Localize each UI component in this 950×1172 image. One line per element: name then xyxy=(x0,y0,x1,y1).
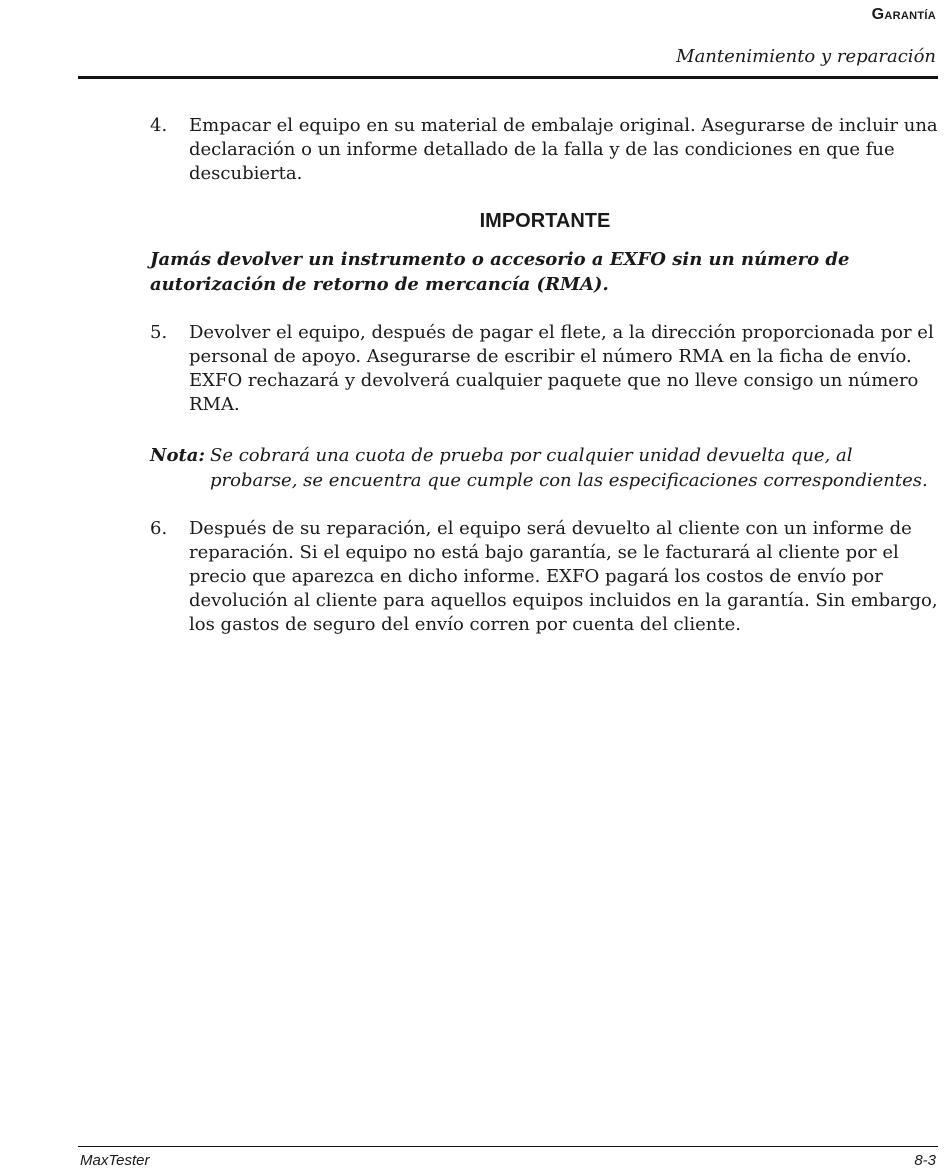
footer-divider xyxy=(78,1146,938,1147)
header-divider xyxy=(78,76,938,79)
running-header-chapter: Garantía xyxy=(871,6,936,23)
step-6 xyxy=(150,517,940,637)
step-4 xyxy=(150,114,940,186)
running-header-section: Mantenimiento y reparación xyxy=(676,46,936,67)
note-label: Nota: xyxy=(150,445,206,466)
footer-page-number: 8-3 xyxy=(914,1152,936,1169)
step-number: 5. xyxy=(150,322,168,343)
step-text: Empacar el equipo en su material de embalaje original. Asegurarse de incluir una declaración o un informe detallado de la falla y de las condiciones en que fue descubierta. xyxy=(189,115,938,184)
step-5 xyxy=(150,321,940,417)
note-block xyxy=(150,443,940,493)
note-text-line-1: Se cobrará una cuota de prueba por cualquier unidad devuelta que, al xyxy=(210,445,853,466)
important-heading: IMPORTANTE xyxy=(479,210,611,232)
note-text-line-2: probarse, se encuentra que cumple con las especificaciones correspondientes. xyxy=(210,470,928,491)
footer-product-name: MaxTester xyxy=(80,1152,150,1169)
step-text: Después de su reparación, el equipo será devuelto al cliente con un informe de reparación. Si el equipo no está bajo garantía, se le facturará al cliente por el precio que aparezca en dicho informe. EXFO pagará los costos de envío por devolución al cliente para aquellos equipos incluidos en la garantía. Sin embargo, los gastos de seguro del envío corren por cuenta del cliente. xyxy=(189,518,938,635)
step-text: Devolver el equipo, después de pagar el flete, a la dirección proporcionada por el personal de apoyo. Asegurarse de escribir el número RMA en la ficha de envío. EXFO rechazará y devolverá cualquier paquete que no lleve consigo un número RMA. xyxy=(189,322,934,415)
important-warning-text: Jamás devolver un instrumento o accesorio a EXFO sin un número de autorización de retorno de mercancía (RMA). xyxy=(150,249,850,295)
step-number: 4. xyxy=(150,115,168,136)
step-number: 6. xyxy=(150,518,168,539)
